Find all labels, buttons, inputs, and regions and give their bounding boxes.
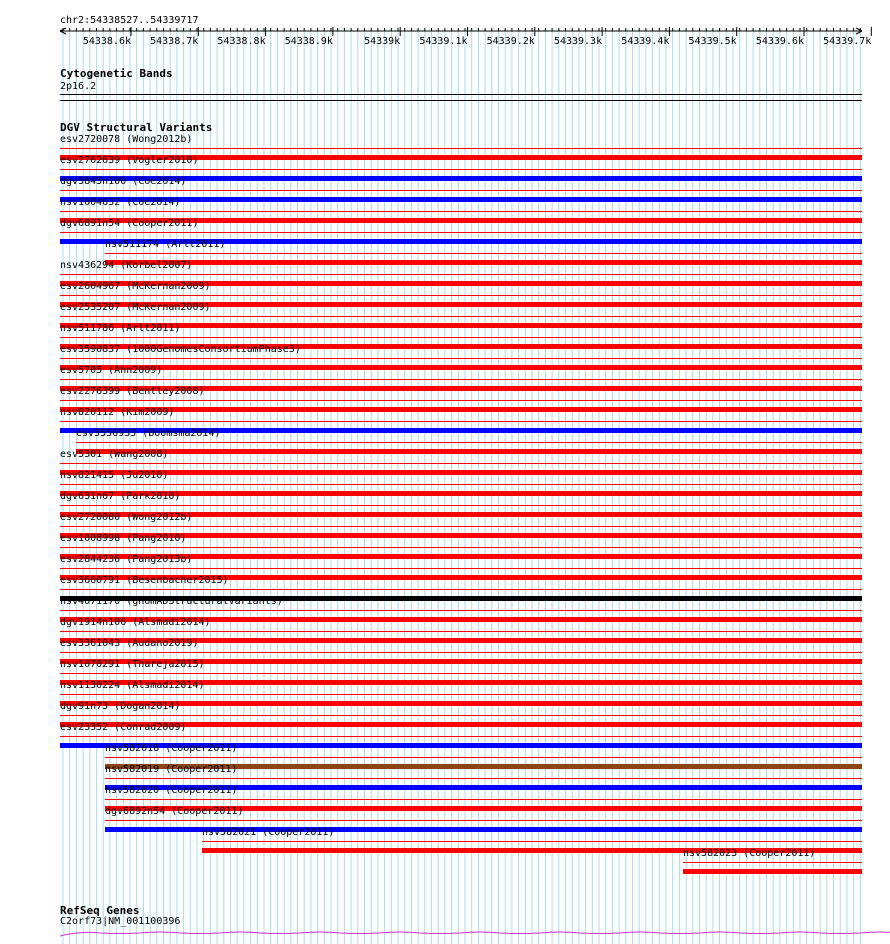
variant-label[interactable]: nsv582020 (Cooper2011) xyxy=(105,785,238,796)
variant-label[interactable]: nsv582023 (Cooper2011) xyxy=(683,848,816,859)
variant-label[interactable]: esv3361043 (Audano2019) xyxy=(60,638,199,649)
variant-label[interactable]: esv3556933 (Boomsma2014) xyxy=(76,428,221,439)
locus-label: chr2:54338527..54339717 xyxy=(60,15,199,26)
ruler-tick-label: 54338.9k xyxy=(284,36,333,47)
variant-label[interactable]: nsv1004632 (Coe2014) xyxy=(60,197,181,208)
variant-label[interactable]: esv2720080 (Wong2012b) xyxy=(60,512,193,523)
variant-label[interactable]: nsv511786 (Arlt2011) xyxy=(60,323,181,334)
variant-label[interactable]: esv2276399 (Bentley2008) xyxy=(60,386,205,397)
variant-label[interactable]: dgv6891n54 (Cooper2011) xyxy=(60,218,199,229)
cytoband-track-title[interactable]: Cytogenetic Bands xyxy=(60,67,173,80)
variant-label[interactable]: esv3590837 (1000GenomesConsortiumPhase3) xyxy=(60,344,301,355)
variant-label[interactable]: nsv582019 (Cooper2011) xyxy=(105,764,238,775)
gene-path xyxy=(60,932,890,936)
variant-label[interactable]: nsv1130224 (Alsmadi2014) xyxy=(60,680,205,691)
variant-label[interactable]: nsv582021 (Cooper2011) xyxy=(202,827,335,838)
ruler-tick-label: 54339.6k xyxy=(755,36,804,47)
variant-label[interactable]: dgv91n73 (Dogan2014) xyxy=(60,701,181,712)
variant-label[interactable]: dgv6892n54 (Cooper2011) xyxy=(105,806,244,817)
refseq-gene-label[interactable]: C2orf73|NM_001100396 xyxy=(60,916,181,927)
variant-label[interactable]: esv2720078 (Wong2012b) xyxy=(60,134,193,145)
ruler-tick-label: 54339.4k xyxy=(621,36,670,47)
ruler-tick-label: 54339.2k xyxy=(486,36,535,47)
ruler-tick-label: 54338.8k xyxy=(217,36,266,47)
ruler-tick-label: 54339k xyxy=(364,36,401,47)
variant-label[interactable]: esv2604967 (McKernan2009) xyxy=(60,281,211,292)
variant-label[interactable]: nsv820112 (Kim2009) xyxy=(60,407,175,418)
variant-label[interactable]: esv1008998 (Pang2010) xyxy=(60,533,187,544)
variant-label[interactable]: dgv631n67 (Park2010) xyxy=(60,491,181,502)
variant-label[interactable]: nsv511174 (Arlt2011) xyxy=(105,239,226,250)
ruler-tick-label: 54339.1k xyxy=(419,36,468,47)
variant-label[interactable]: esv3660791 (Besenbacher2015) xyxy=(60,575,229,586)
variant-label[interactable]: nsv1070291 (Thareja2015) xyxy=(60,659,205,670)
ruler-tick-label: 54339.5k xyxy=(688,36,737,47)
ruler-tick-label: 54338.7k xyxy=(150,36,199,47)
variant-label[interactable]: dgv3845n100 (Coe2014) xyxy=(60,176,187,187)
variant-label[interactable]: esv23352 (Conrad2009) xyxy=(60,722,187,733)
variant-label[interactable]: dgv1914n106 (Alsmadi2014) xyxy=(60,617,211,628)
variant-label[interactable]: nsv4071170 (gnomADStructuralVariants) xyxy=(60,596,283,607)
variant-label[interactable]: esv2844236 (Pang2013b) xyxy=(60,554,193,565)
variant-label[interactable]: nsv582018 (Cooper2011) xyxy=(105,743,238,754)
variant-label[interactable]: nsv436294 (Korbel2007) xyxy=(60,260,193,271)
variant-label[interactable]: esv5705 (Ahn2009) xyxy=(60,365,163,376)
ruler-tick-label: 54339.7k xyxy=(823,36,872,47)
cytoband-label[interactable]: 2p16.2 xyxy=(60,81,97,92)
variant-label[interactable]: esv5301 (Wang2008) xyxy=(60,449,169,460)
variant-label[interactable]: esv2762639 (Vogler2010) xyxy=(60,155,199,166)
variant-label[interactable]: esv2535207 (McKernan2009) xyxy=(60,302,211,313)
refseq-track-title[interactable]: RefSeq Genes xyxy=(60,904,140,917)
ruler-tick-label: 54339.3k xyxy=(553,36,603,47)
ruler-tick-label: 54338.6k xyxy=(82,36,131,47)
dgv-track-title[interactable]: DGV Structural Variants xyxy=(60,121,213,134)
variant-label[interactable]: nsv821415 (Ju2010) xyxy=(60,470,169,481)
